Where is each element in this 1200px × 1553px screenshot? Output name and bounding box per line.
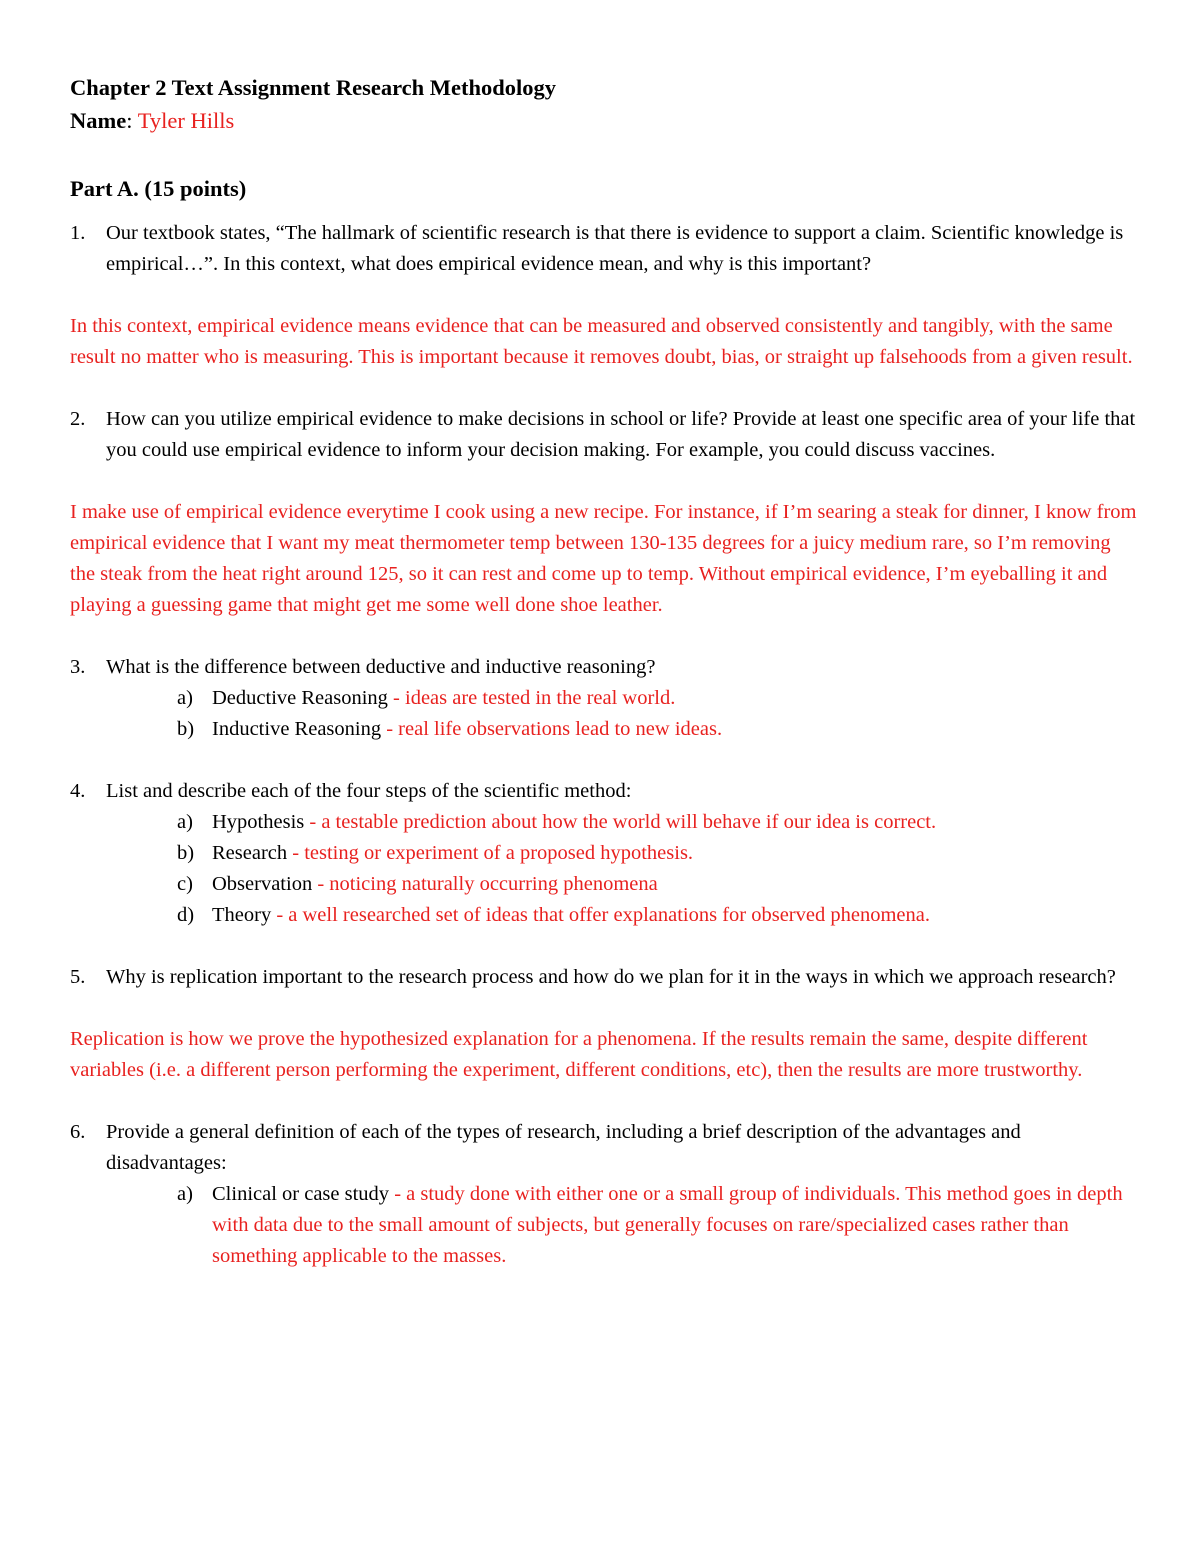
name-line bbox=[70, 105, 1140, 136]
question-1 bbox=[70, 218, 1140, 280]
sub-item-letter: a) bbox=[177, 1183, 193, 1205]
sub-item-description: - a testable prediction about how the world will behave if our idea is correct. bbox=[304, 811, 937, 833]
sub-item-term: Deductive Reasoning bbox=[212, 687, 388, 709]
document-title: Chapter 2 Text Assignment Research Methodology bbox=[70, 75, 557, 100]
sub-item-research bbox=[106, 838, 1140, 869]
sub-item-description: - a well researched set of ideas that offer explanations for observed phenomena. bbox=[271, 904, 930, 926]
question-text: List and describe each of the four steps of the scientific method: bbox=[106, 780, 632, 802]
part-heading: Part A. (15 points) bbox=[70, 176, 247, 201]
question-number: 6. bbox=[70, 1121, 86, 1143]
sub-item-case-study bbox=[106, 1179, 1140, 1272]
question-number: 4. bbox=[70, 780, 86, 802]
sub-item-term: Research bbox=[212, 842, 288, 864]
question-number: 3. bbox=[70, 656, 86, 678]
sub-item-letter: b) bbox=[177, 718, 195, 740]
question-number: 1. bbox=[70, 222, 86, 244]
sub-item-observation bbox=[106, 869, 1140, 900]
question-4 bbox=[70, 776, 1140, 931]
sub-item-letter: b) bbox=[177, 842, 195, 864]
sub-item-description: - real life observations lead to new ideas. bbox=[381, 718, 723, 740]
sub-item-term: Inductive Reasoning bbox=[212, 718, 382, 740]
answer-6-list bbox=[106, 1179, 1140, 1272]
sub-item-term: Clinical or case study bbox=[212, 1183, 390, 1205]
name-label: Name bbox=[70, 108, 127, 133]
sub-item-letter: c) bbox=[177, 873, 193, 895]
sub-item-hypothesis bbox=[106, 807, 1140, 838]
question-text: Why is replication important to the research process and how do we plan for it in the ways in which we approach research? bbox=[106, 966, 1116, 988]
question-number: 5. bbox=[70, 966, 86, 988]
name-separator: : bbox=[126, 108, 138, 133]
sub-item-inductive bbox=[106, 714, 1140, 745]
sub-item-term: Observation bbox=[212, 873, 313, 895]
answer-2: I make use of empirical evidence everytime I cook using a new recipe. For instance, if I’m searing a steak for dinner, I know from empirical evidence that I want my meat thermometer temp between 130-135 degrees for a juicy medium rare, so I’m removing the steak from the heat right around 125, so it can rest and come up to temp. Without empirical evidence, I’m eyeballing it and playing a guessing game that might get me some well done shoe leather. bbox=[70, 501, 1137, 616]
sub-item-description: - ideas are tested in the real world. bbox=[387, 687, 676, 709]
question-5 bbox=[70, 962, 1140, 993]
sub-item-letter: a) bbox=[177, 811, 193, 833]
sub-item-description: - a study done with either one or a small group of individuals. This method goes in depth with data due to the small amount of subjects, but generally focuses on rare/specialized cases rather than something applicable to the masses. bbox=[212, 1183, 1123, 1267]
sub-item-deductive bbox=[106, 683, 1140, 714]
question-2 bbox=[70, 404, 1140, 466]
question-text: Our textbook states, “The hallmark of scientific research is that there is evidence to support a claim. Scientific knowledge is empirical…”. In this context, what does empirical evidence mean, and why is this important? bbox=[106, 222, 1124, 275]
sub-item-letter: d) bbox=[177, 904, 195, 926]
answer-5: Replication is how we prove the hypothesized explanation for a phenomena. If the results remain the same, despite different variables (i.e. a different person performing the experiment, different conditions, etc), then the results are more trustworthy. bbox=[70, 1028, 1088, 1081]
sub-item-term: Hypothesis bbox=[212, 811, 305, 833]
sub-item-theory bbox=[106, 900, 1140, 931]
document-page bbox=[70, 72, 1140, 1272]
question-text: What is the difference between deductive and inductive reasoning? bbox=[106, 656, 656, 678]
question-list bbox=[70, 218, 1140, 1272]
answer-1: In this context, empirical evidence means evidence that can be measured and observed consistently and tangibly, with the same result no matter who is measuring. This is important because it removes doubt, bias, or straight up falsehoods from a given result. bbox=[70, 315, 1133, 368]
question-text: How can you utilize empirical evidence to make decisions in school or life? Provide at least one specific area of your life that you could use empirical evidence to inform your decision making. For example, you could discuss vaccines. bbox=[106, 408, 1136, 461]
sub-item-description: - testing or experiment of a proposed hypothesis. bbox=[287, 842, 694, 864]
question-number: 2. bbox=[70, 408, 86, 430]
question-3 bbox=[70, 652, 1140, 745]
question-6 bbox=[70, 1117, 1140, 1272]
sub-item-term: Theory bbox=[212, 904, 272, 926]
question-text: Provide a general definition of each of the types of research, including a brief description of the advantages and disadvantages: bbox=[106, 1121, 1021, 1174]
sub-item-letter: a) bbox=[177, 687, 193, 709]
student-name: Tyler Hills bbox=[137, 108, 235, 133]
answer-4-list bbox=[106, 807, 1140, 931]
answer-3-list bbox=[106, 683, 1140, 745]
sub-item-description: - noticing naturally occurring phenomena bbox=[312, 873, 658, 895]
